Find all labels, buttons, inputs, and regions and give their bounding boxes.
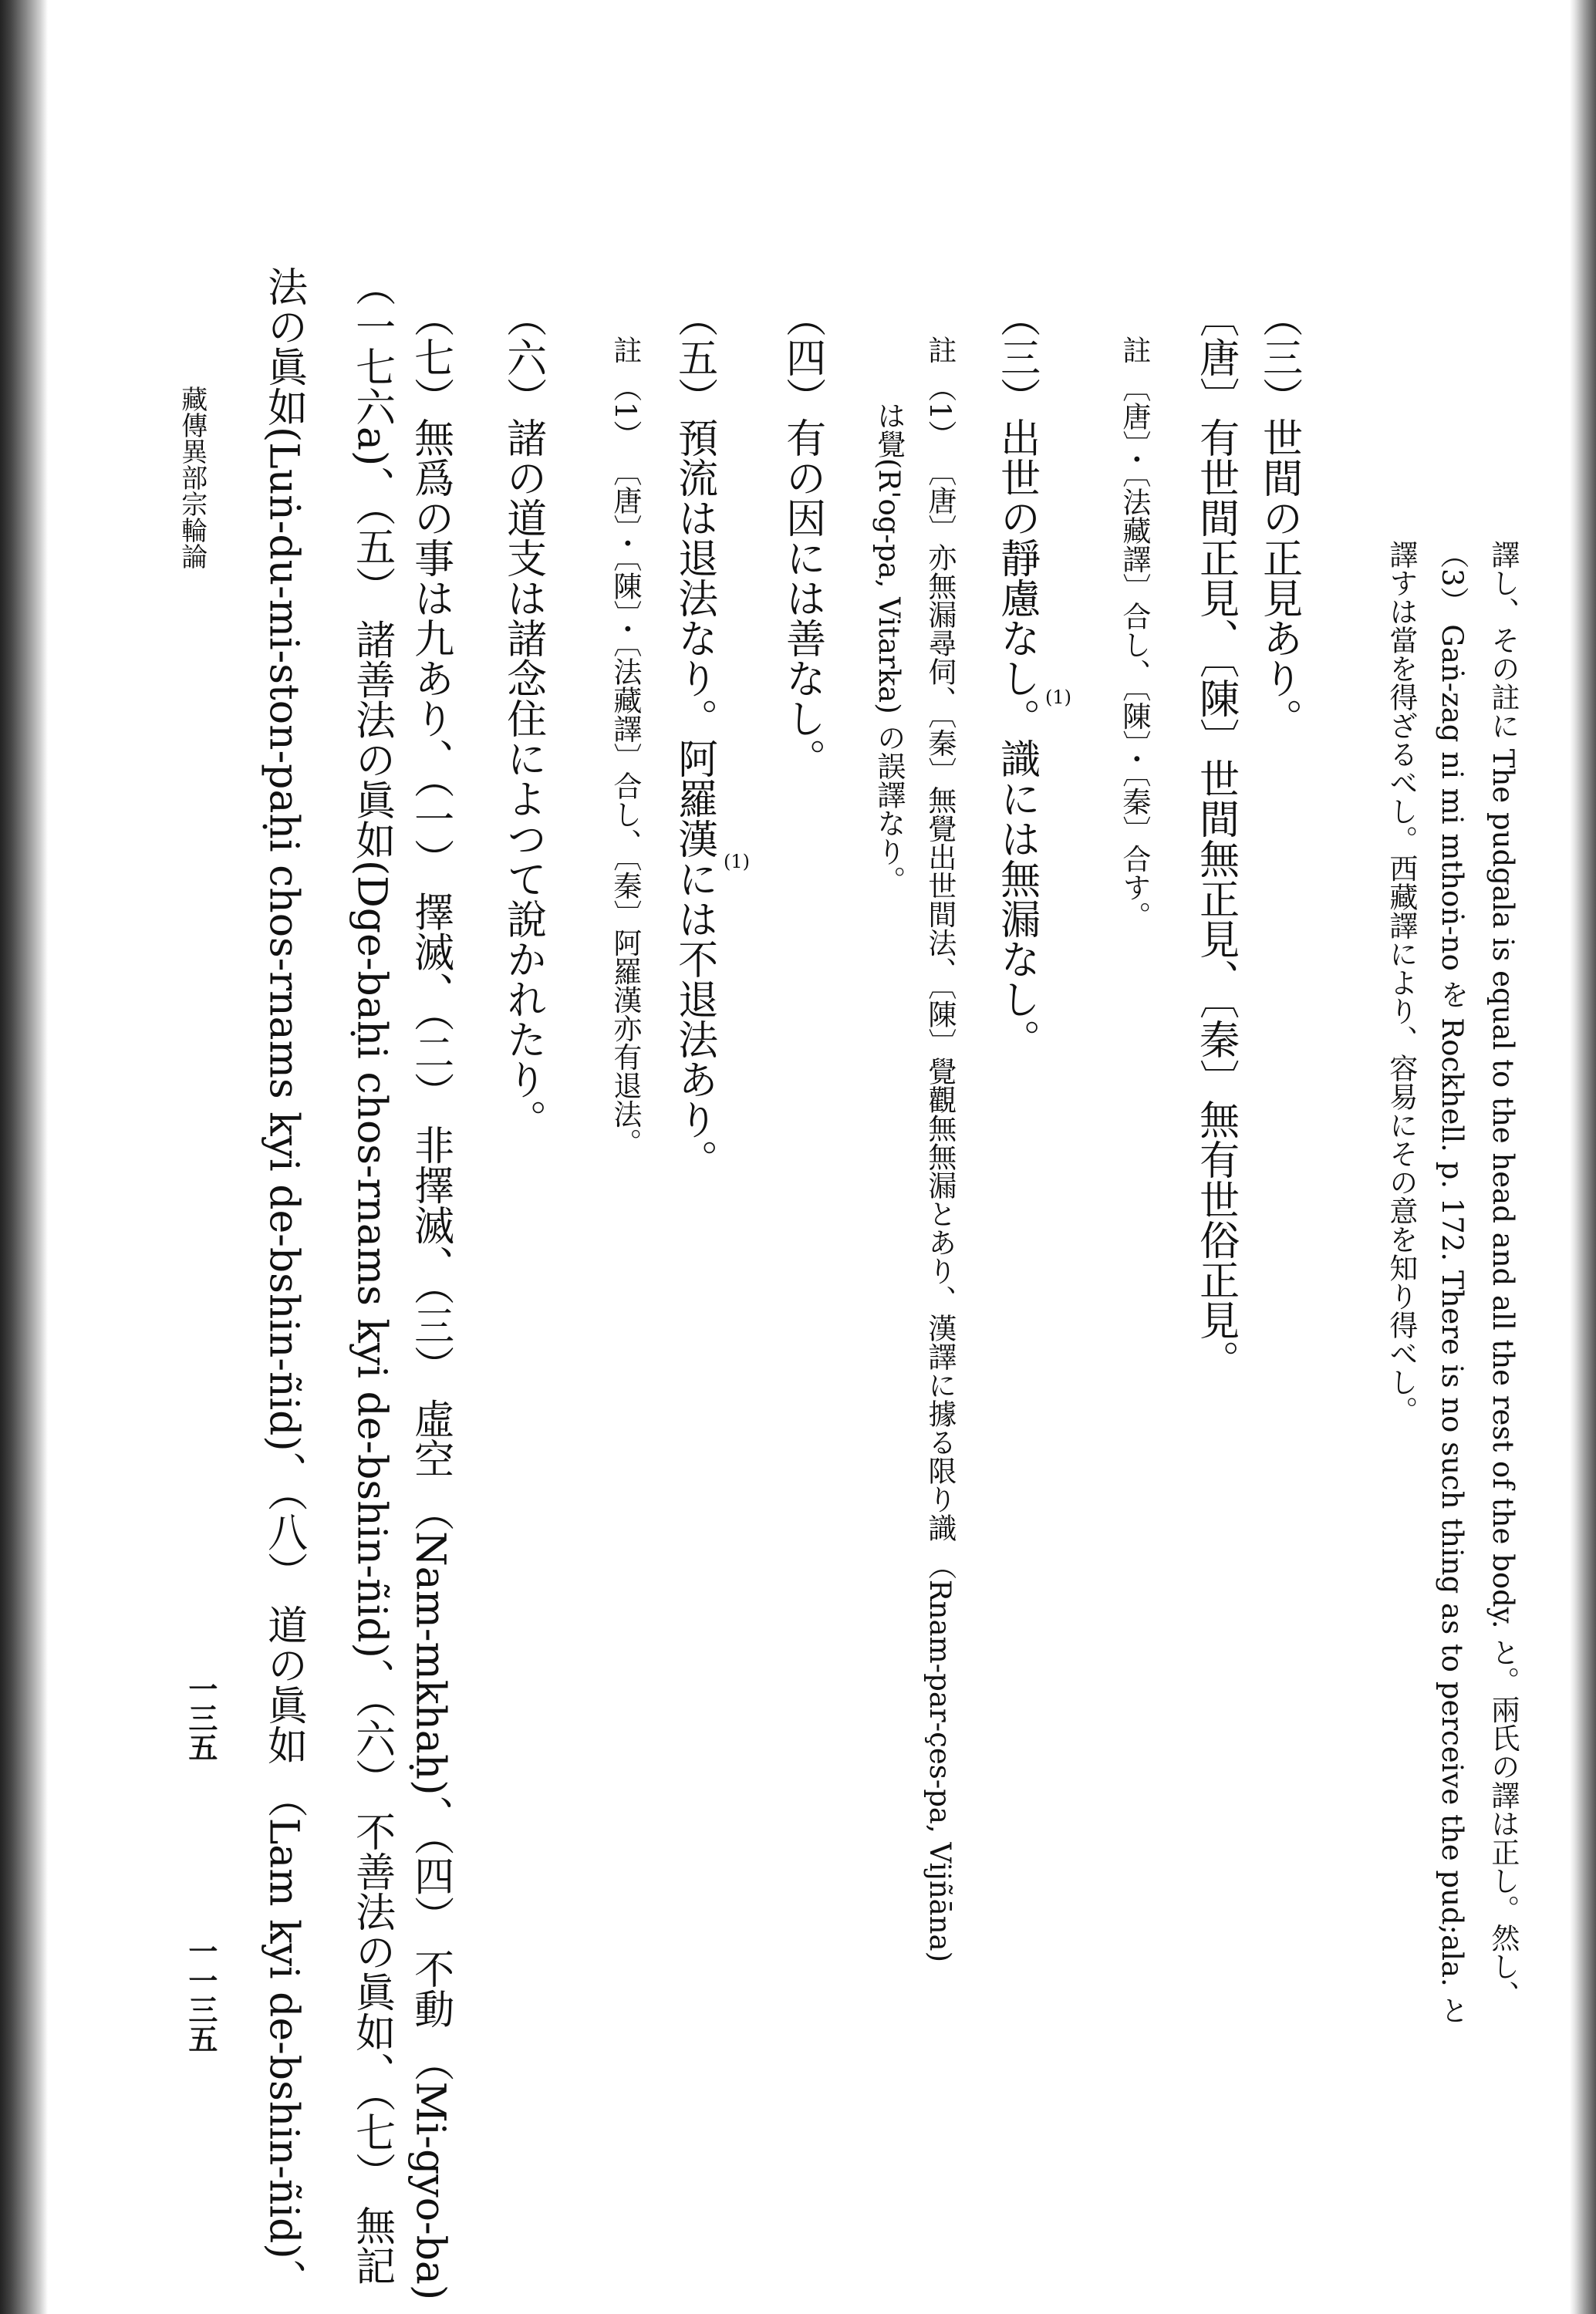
- page-number: 一三五: [183, 1674, 218, 1762]
- main-line-item-7c: 法の眞如(Luṅ-du-mi-ston-paḥi chos-rnams kyi de-bshin-ñid)、（八） 道の眞如 （Lam kyi de-bshin-ñid)、: [260, 266, 307, 2299]
- main-line-item-dhyana: （三）出世の靜慮なし。識には無漏なし。: [993, 297, 1040, 1059]
- main-line-item-5: （五）預流は退法なり。阿羅漢には不退法あり。: [670, 297, 717, 1179]
- note-line-1: 譯し、その註に The pudgala is equal to the head and all the rest of the body. と。兩氏の譯は正し。然し、: [1486, 540, 1520, 2009]
- superscript-ref-1b: (1): [724, 851, 750, 872]
- main-line-item-4: （四）有の因には善なし。: [778, 297, 825, 778]
- folio-number: 一一三五: [183, 1936, 218, 2053]
- main-line-item-7a: （七）無爲の事は九あり、（一） 擇滅、（二） 非擇滅、（三） 虛空 （Nam-mkhaḥ)、（四） 不動 （Mi-gyo-ba): [407, 297, 454, 2301]
- note-line-dhyana-2: は覺(R'og-pa, Vitarka) の誤譯なり。: [872, 401, 906, 895]
- note-line-dhyana-1: 註 （1） 〔唐〕亦無漏尋伺、〔秦〕無覺出世間法、〔陳〕覺觀無無漏とあり、漢譯に據る限り識 （Rnam-par-çes-pa, Vijñāna): [923, 336, 957, 1963]
- note-line-3: 譯すは當を得ざるべし。西藏譯により、容易にその意を知り得べし。: [1384, 540, 1418, 1425]
- main-line-item-6: （六）諸の道支は諸念住によつて說かれたり。: [499, 297, 546, 1139]
- note-line-2: （3） Gaṅ-zag ni mi mthoṅ-no を Rockhell. p. 172. There is no such thing as to perceive the pud;ala. と: [1435, 540, 1469, 2025]
- note-line-item-3: 註 〔唐〕・〔法藏譯〕合し、〔陳〕・〔秦〕合す。: [1117, 336, 1151, 930]
- superscript-ref-1a: (1): [1045, 686, 1071, 708]
- book-gutter-shadow-left: [0, 0, 48, 2314]
- main-line-item-3: （三）世間の正見あり。: [1255, 297, 1302, 738]
- main-line-translations-3: 〔唐〕有世間正見、〔陳〕世間無正見、〔秦〕無有世俗正見。: [1192, 297, 1239, 1380]
- book-gutter-shadow-right: [1570, 0, 1596, 2314]
- note-line-item-5: 註 （1） 〔唐〕・〔陳〕・〔法藏譯〕合し、〔秦〕阿羅漢亦有退法。: [608, 336, 642, 1157]
- running-title: 藏傳異部宗輪論: [176, 386, 208, 569]
- main-line-item-7b: （一七六a)、（五） 諸善法の眞如(Dge-baḥi chos-rnams kyi de-bshin-ñid)、（六） 不善法の眞如、（七） 無記: [348, 266, 395, 2286]
